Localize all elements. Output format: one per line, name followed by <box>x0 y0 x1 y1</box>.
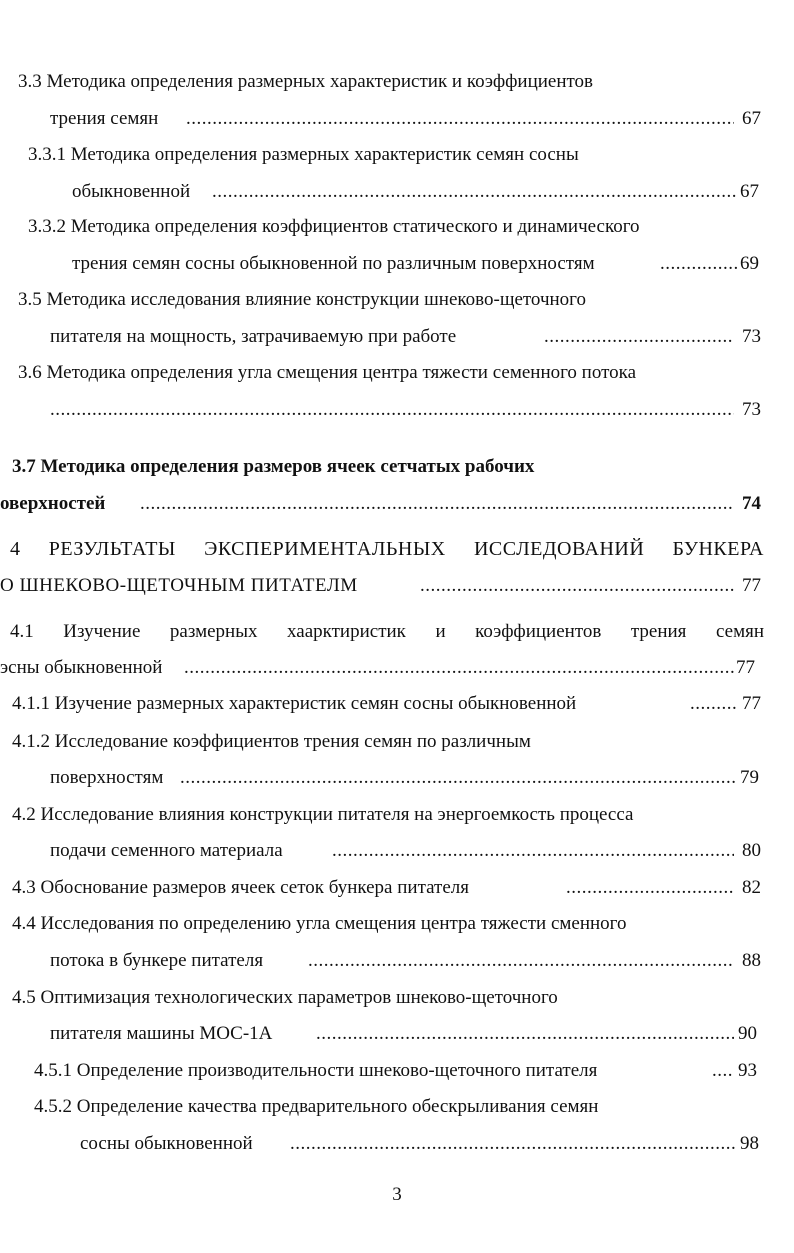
leader-dots <box>566 876 734 900</box>
leader-dots <box>180 766 736 790</box>
leader-dots <box>660 252 738 276</box>
toc-entry-4-4-line1: 4.4 Исследования по определению угла смещения центра тяжести сменного <box>12 913 627 934</box>
toc-entry-3-3-page: 67 <box>742 108 761 129</box>
toc-entry-3-3-2-line2: трения семян сосны обыкновенной по различным поверхностям <box>72 253 595 274</box>
toc-entry-4-5-line1: 4.5 Оптимизация технологических параметров шнеково-щеточного <box>12 987 558 1008</box>
toc-entry-4-1-page: 77 <box>736 657 755 678</box>
toc-entry-4-5-line2: питателя машины МОС-1А <box>50 1023 273 1044</box>
toc-entry-3-3-2-line1: 3.3.2 Методика определения коэффициентов статического и динамического <box>28 216 640 237</box>
leader-dots <box>212 180 738 204</box>
toc-entry-3-5-page: 73 <box>742 326 761 347</box>
toc-entry-4-1-1-page: 77 <box>742 693 761 714</box>
leader-dots <box>308 949 734 973</box>
toc-entry-4-1-2-page: 79 <box>740 767 759 788</box>
toc-entry-3-3-line2: трения семян <box>50 108 159 129</box>
toc-entry-3-3-2-page: 69 <box>740 253 759 274</box>
leader-dots <box>140 492 734 516</box>
toc-entry-3-3-1-page: 67 <box>740 181 759 202</box>
leader-dots <box>184 656 734 680</box>
toc-chapter-4-line1: 4 РЕЗУЛЬТАТЫ ЭКСПЕРИМЕНТАЛЬНЫХ ИССЛЕДОВАНИЙ БУНКЕРА <box>10 538 764 560</box>
leader-dots <box>712 1059 734 1083</box>
toc-entry-4-5-1-page: 93 <box>738 1060 757 1081</box>
leader-dots <box>544 325 734 349</box>
toc-entry-4-3-line1: 4.3 Обоснование размеров ячеек сеток бункера питателя <box>12 877 470 898</box>
toc-entry-3-7-line2: оверхностей <box>0 493 106 514</box>
toc-entry-3-3-line1: 3.3 Методика определения размерных характеристик и коэффициентов <box>18 71 594 92</box>
toc-chapter-4-line2: О ШНЕКОВО-ЩЕТОЧНЫМ ПИТАТЕЛМ <box>0 575 358 596</box>
toc-entry-4-5-2-page: 98 <box>740 1133 759 1154</box>
toc-entry-4-5-1-line1: 4.5.1 Определение производительности шнеково-щеточного питателя <box>34 1060 598 1081</box>
toc-entry-3-7-page: 74 <box>742 493 761 514</box>
toc-entry-3-6-line1: 3.6 Методика определения угла смещения центра тяжести семенного потока <box>18 362 637 383</box>
toc-entry-4-2-page: 80 <box>742 840 761 861</box>
toc-entry-3-6-page: 73 <box>742 399 761 420</box>
toc-entry-4-5-2-line1: 4.5.2 Определение качества предварительного обескрыливания семян <box>34 1096 599 1117</box>
toc-entry-4-1-1-line1: 4.1.1 Изучение размерных характеристик семян сосны обыкновенной <box>12 693 577 714</box>
leader-dots <box>690 692 736 716</box>
toc-entry-3-7-line1: 3.7 Методика определения размеров ячеек сетчатых рабочих <box>12 456 535 477</box>
toc-entry-4-3-page: 82 <box>742 877 761 898</box>
toc-entry-3-5-line2: питателя на мощность, затрачиваемую при работе <box>50 326 457 347</box>
toc-entry-4-4-page: 88 <box>742 950 761 971</box>
toc-entry-4-1-2-line1: 4.1.2 Исследование коэффициентов трения семян по различным <box>12 731 531 752</box>
leader-dots <box>420 574 734 598</box>
toc-entry-4-2-line1: 4.2 Исследование влияния конструкции питателя на энергоемкость процесса <box>12 804 634 825</box>
toc-entry-4-1-2-line2: поверхностям <box>50 767 164 788</box>
toc-entry-4-4-line2: потока в бункере питателя <box>50 950 264 971</box>
leader-dots <box>316 1022 734 1046</box>
toc-entry-3-3-1-line2: обыкновенной <box>72 181 191 202</box>
toc-entry-4-2-line2: подачи семенного материала <box>50 840 283 861</box>
toc-entry-3-3-1-line1: 3.3.1 Методика определения размерных характеристик семян сосны <box>28 144 579 165</box>
leader-dots <box>186 107 734 131</box>
toc-entry-4-1-line1: 4.1 Изучение размерных хаарктиристик и коэффициентов трения семян <box>10 621 764 642</box>
leader-dots <box>332 839 734 863</box>
leader-dots <box>50 398 734 422</box>
toc-chapter-4-page: 77 <box>742 575 761 596</box>
leader-dots <box>290 1132 736 1156</box>
toc-entry-4-1-line2: эсны обыкновенной <box>0 657 163 678</box>
page-number: 3 <box>392 1184 402 1205</box>
toc-entry-3-5-line1: 3.5 Методика исследования влияние конструкции шнеково-щеточного <box>18 289 586 310</box>
toc-entry-4-5-2-line2: сосны обыкновенной <box>80 1133 253 1154</box>
toc-entry-4-5-page: 90 <box>738 1023 757 1044</box>
